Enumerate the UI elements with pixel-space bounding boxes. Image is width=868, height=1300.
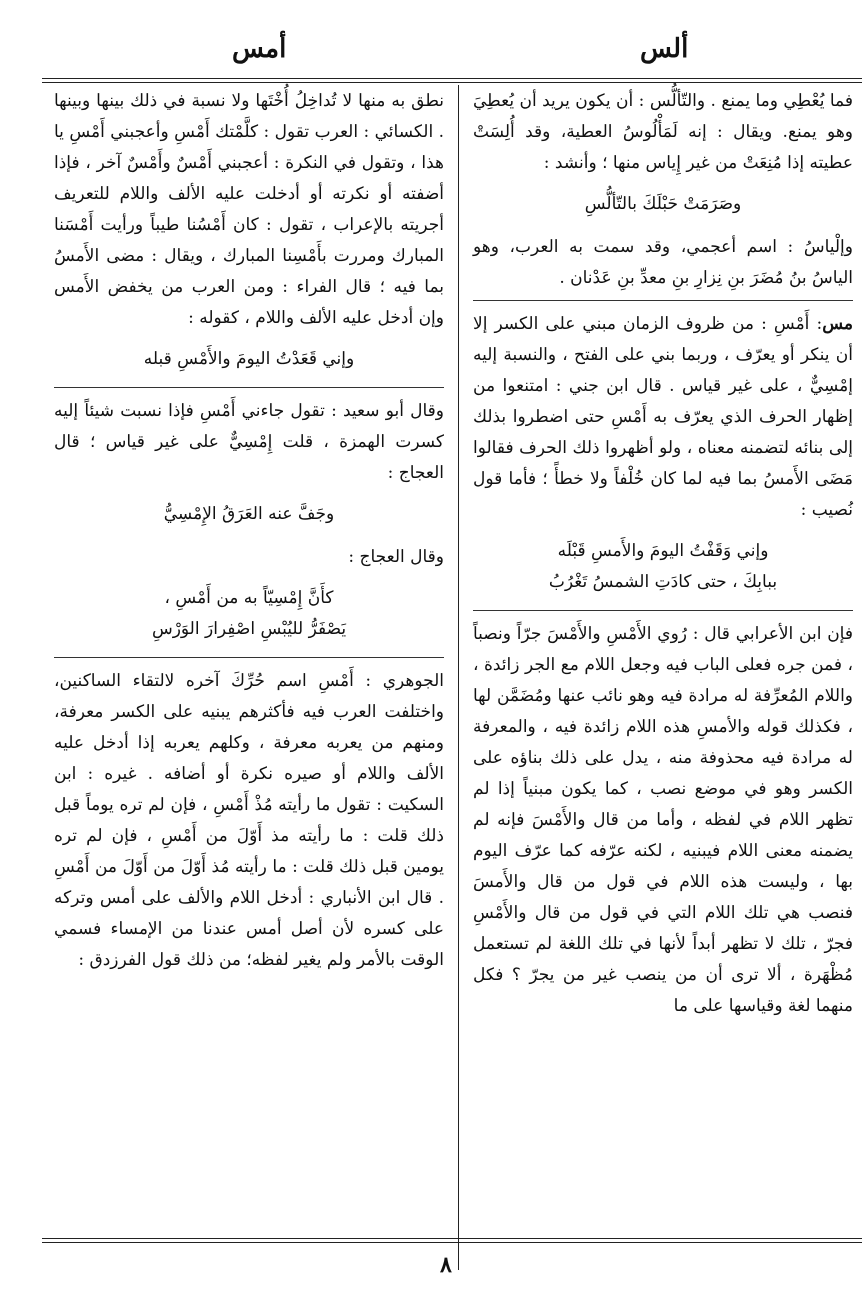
paragraph-separator xyxy=(473,610,853,611)
paragraph: نطق به منها لا تُداخِلُ أُخْتَها ولا نسبة في ذلك بينها وبينها . الكسائي : العرب تقول : كلَّمْتك أَمْسِ وأعجبني أَمْسِ يا هذا ، وتقول في النكرة : أعجبني أَمْسٌ وأَمْسٌ آخر ، فإذا أضفته أو نكرته أو أدخلت عليه الألف واللام للتعريف أجريته بالإعراب ، تقول : كان أَمْسُنا طيباً ورأيت أَمْسَنا المبارك ومررت بأَمْسِنا المبارك ، ويقال : مضى الأَمسُ بما فيه ؛ قال الفراء : ومن العرب من يخفض الأَمس وإن أدخل عليه الألف واللام ، كقوله : xyxy=(54,91,444,328)
paragraph-separator xyxy=(54,657,444,658)
verse: وصَرَمَتْ حَبْلَكَ بالتّألُّسِ xyxy=(584,194,742,214)
running-header-right: ألس xyxy=(640,34,689,64)
paragraph: فإن ابن الأعرابي قال : رُوي الأَمْسِ والأَمْسَ جرّاً ونصباً ، فمن جره فعلى الباب فيه وجعل اللام مع الجر زائدة ، واللام المُعرِّفة له مرادة فيه وهو نائب عنها ومُضَمَّن لها ، فكذلك قوله والأمسِ هذه اللام زائدة فيه ، والمعرفة له مرادة فيه محذوفة منه ، يدل على ذلك بناؤه على الكسر وهو في موضع نصب ، كما يكون مبنياً إذا لم تظهر اللام في لفظه ، وأما من قال والأَمْسَ فإنه لم يضمنه معنى اللام فيبنيه ، لكنه عرّفه كما عرّف اليوم بها ، وليست هذه اللام في قول من قال والأَمسَ فنصب هي تلك اللام التي في قول من قال والأَمْسِ فجرّ ، تلك لا تظهر أبداً لأنها في تلك اللغة لم تستعمل مُظْهَرة ، ألا ترى أن من ينصب غير من يجرّ ؟ فكل منهما لغة وقياسها على ما xyxy=(473,624,853,1016)
entry-paragraph xyxy=(473,309,853,526)
verse: وجَفَّ عنه العَرَقُ الإِمْسِيُّ xyxy=(163,504,335,524)
entry-separator xyxy=(473,300,853,301)
paragraph: الجوهري : أَمْسِ اسم حُرِّكَ آخره لالتقاء الساكنين، واختلفت العرب فيه فأكثرهم يبنيه على الكسر معرفة، ومنهم من يعربه معرفة ، وكلهم يعربه إذا أدخل عليه الألف واللام أو صيره نكرة أو أضافه . غيره : ابن السكيت : تقول ما رأيته مُذْ أَمْسِ ، فإن لم تره يوماً قبل ذلك قلت : ما رأيته مذ أَوّلَ من أَمْسِ ، فإن لم تره يومين قبل ذلك قلت : ما رأيته مُذ أَوّلَ من أَوّلَ من أَمْسِ . قال ابن الأنباري : أدخل اللام والألف على أمس وتركه على كسره لأن أصل أمس عندنا من الإمساء فسمي الوقت بالأمر ولم يغير لفظه؛ من ذلك قول الفرزدق : xyxy=(54,671,444,970)
paragraph-separator xyxy=(54,387,444,388)
verse: ببابِكَ ، حتى كادَتِ الشمسُ تَغْرُبُ xyxy=(548,572,778,592)
page-number: ٨ xyxy=(440,1252,452,1278)
running-header-left: أمس xyxy=(232,34,287,64)
header-rule-double xyxy=(42,82,862,83)
paragraph: وقال أبو سعيد : تقول جاءني أَمْسِ فإذا نسبت شيئاً إليه كسرت الهمزة ، قلت إِمْسِيٌّ على غير قياس ؛ قال العجاج : xyxy=(54,401,444,483)
footer-rule xyxy=(42,1238,862,1239)
header-rule xyxy=(42,78,862,79)
footer-rule-double xyxy=(42,1242,862,1243)
verse: كأَنَّ إِمْسِيّاً به من أَمْسِ ، xyxy=(164,588,334,608)
paragraph: وإلْياسُ : اسم أعجمي، وقد سمت به العرب، وهو الياسُ بنُ مُضَرَ بنِ نِزارِ بنِ معدِّ بنِ عَدْنان . xyxy=(473,237,853,288)
left-column xyxy=(54,86,444,980)
paragraph: فما يُعْطِي وما يمنع . والتّألُّس : أن يكون يريد أن يُعطِيَ وهو يمنع. ويقال : إنه لَمَأْلُوسُ العطية، وقد أُلِسَتْ عطيته إذا مُنِعَتْ من غير إِياس منها ؛ وأنشد : xyxy=(473,91,853,173)
verse: يَصْفَرُّ لليُبْسِ اصْفِرارَ الوَرْسِ xyxy=(151,619,347,639)
paragraph: وقال العجاج : xyxy=(348,547,444,567)
column-divider xyxy=(458,85,459,1270)
verse: وإني قَعَدْتُ اليومَ والأَمْسِ قبله xyxy=(143,349,355,369)
right-column xyxy=(473,86,853,1026)
entry-headword: مس xyxy=(822,314,853,334)
verse: وإني وَقَفْتُ اليومَ والأَمسِ قَبْلَه xyxy=(557,541,769,561)
entry-text: : أَمْسِ : من ظروف الزمان مبني على الكسر إلا أن ينكر أو يعرّف ، وربما بني على الفتح ، والنسبة إليه إمْسِيٌّ ، على غير قياس . قال ابن جني : امتنعوا من إظهار الحرف الذي يعرّف به أَمْسِ حتى اضطروا بذلك إلى بنائه لتضمنه معناه ، ولو أظهروا ذلك الحرف فقالوا مَضَى الأَمسُ بما فيه لما كان خُلْفاً ولا خطأً ؛ فأما قول نُصيب : xyxy=(473,314,853,520)
